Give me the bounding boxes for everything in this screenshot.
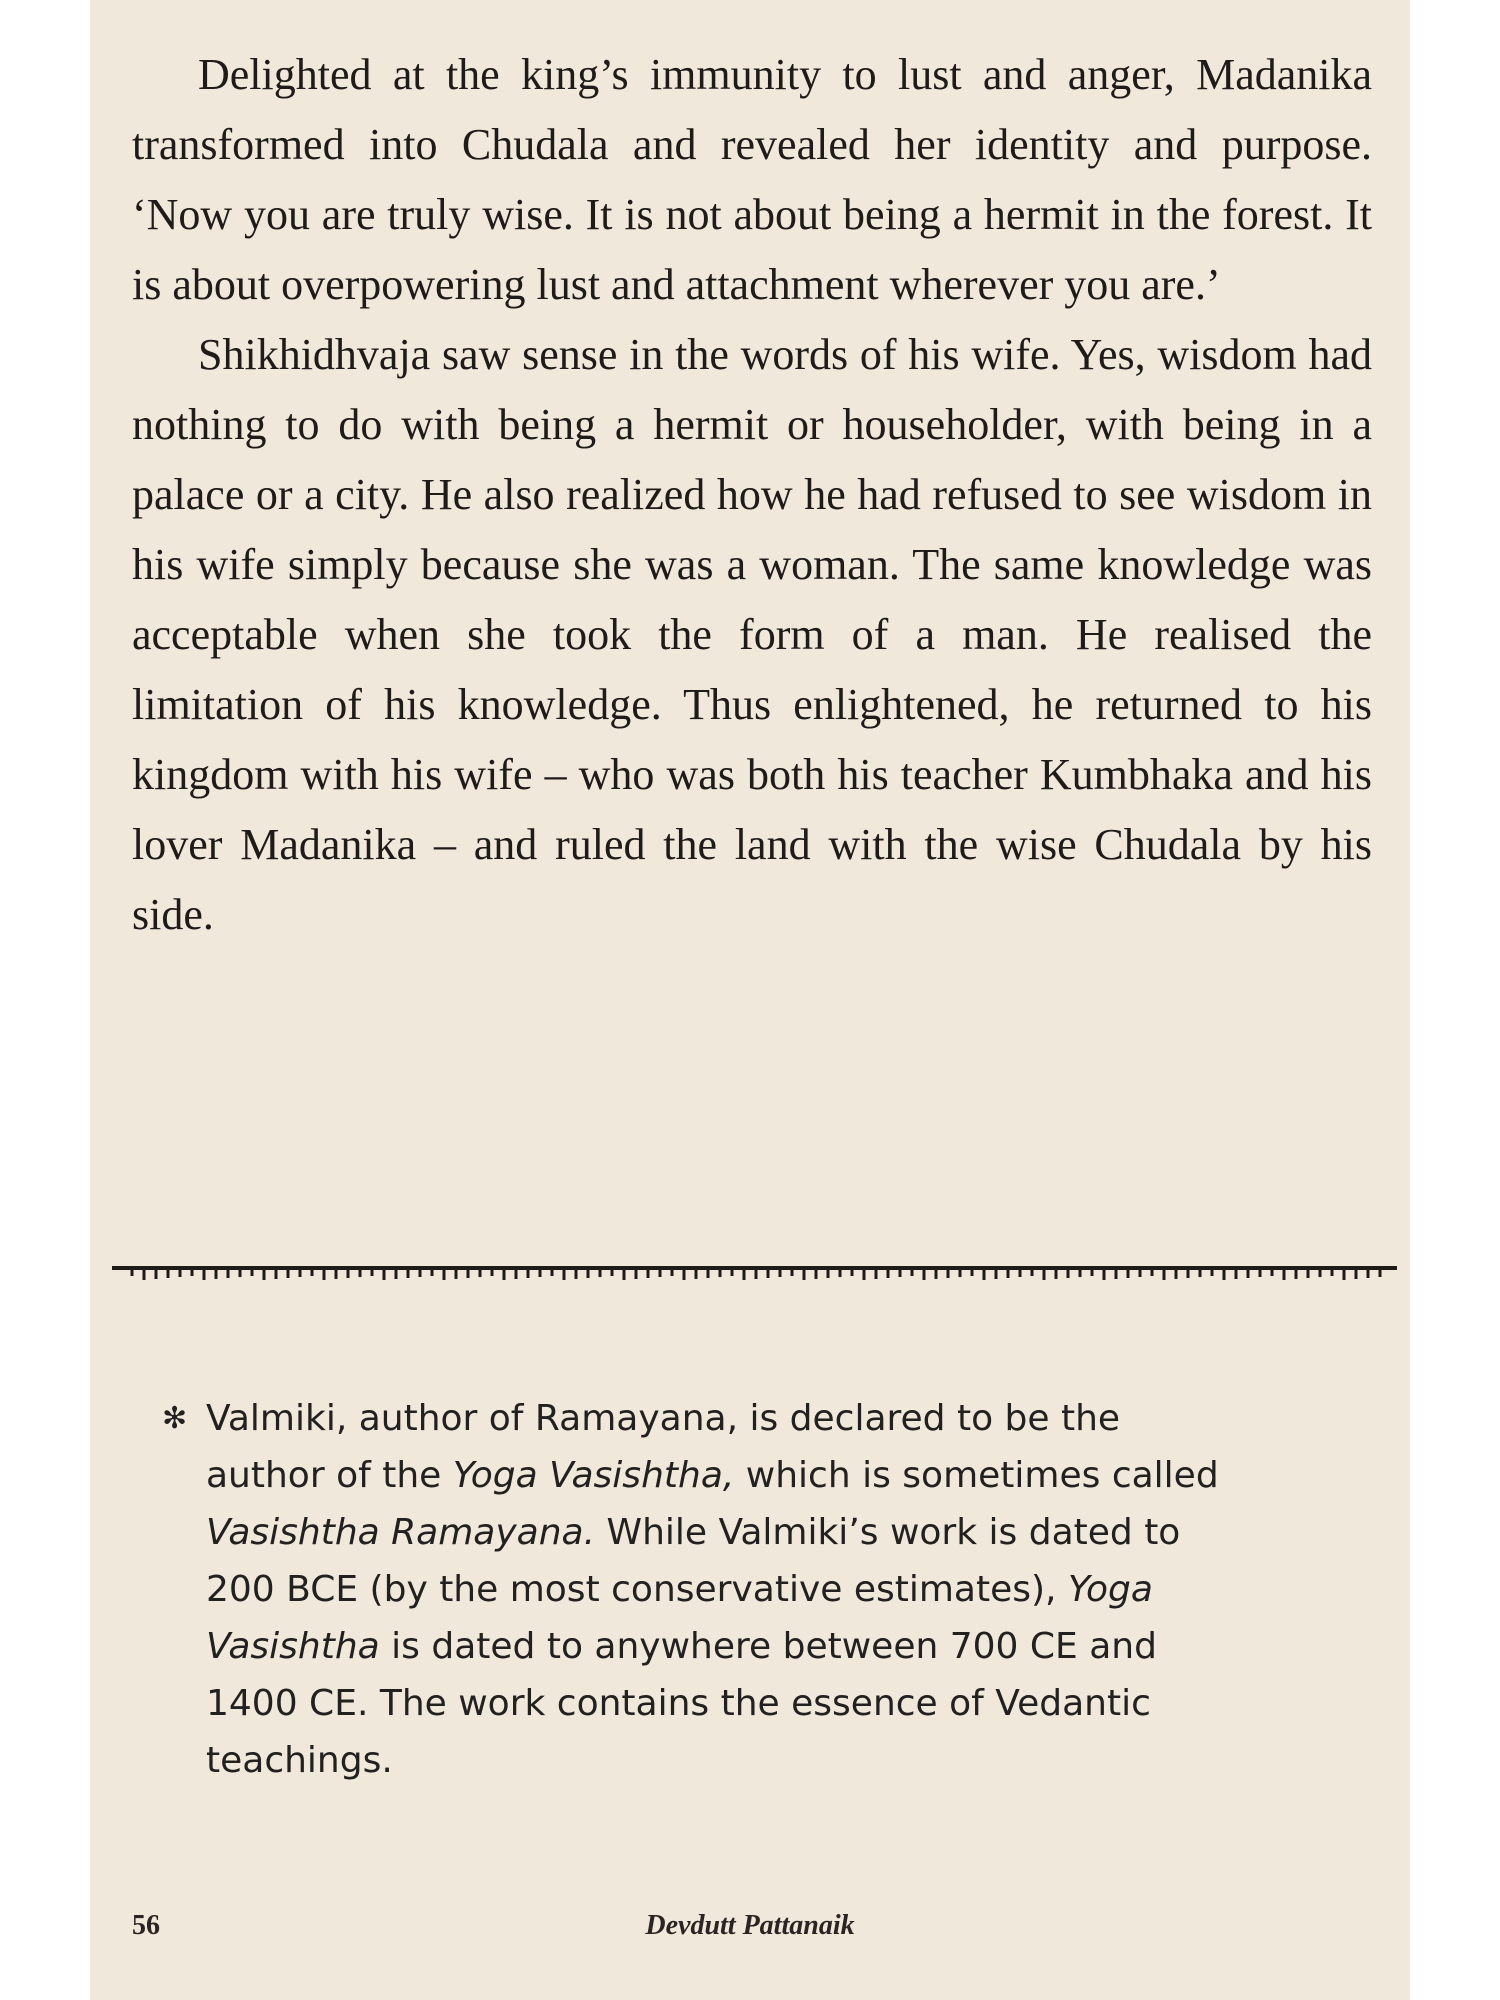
footnote-text: While Valmiki’s work is dated to	[595, 1512, 1181, 1553]
running-footer-author: Devdutt Pattanaik	[645, 1910, 855, 1941]
footnote-text: is dated to anywhere between 700 CE and	[379, 1626, 1157, 1667]
footnote-book-title: Yoga Vasishtha,	[452, 1455, 735, 1496]
footnote-book-title: Yoga	[1067, 1569, 1153, 1610]
footnote	[162, 1390, 1402, 1789]
footnote-book-title: Vasishtha	[206, 1626, 380, 1667]
footnote-book-title: Vasishtha Ramayana.	[206, 1512, 596, 1553]
asterisk-icon: ✻	[162, 1401, 188, 1436]
paragraph: Delighted at the king’s immunity to lust and anger, Madanika transformed into Chudala and revealed her identity and purpose. ‘Now you are truly wise. It is not about being a hermit in the forest. It is about overpowering lust and attachment wherever you are.’	[132, 50, 1372, 309]
footnote-text: which is sometimes called	[734, 1455, 1219, 1496]
footnote-text: Valmiki, author of Ramayana, is declared to be the	[206, 1398, 1121, 1439]
main-text	[132, 40, 1372, 950]
footnote-text: 1400 CE. The work contains the essence of Vedantic	[206, 1683, 1151, 1724]
page-number: 56	[132, 1910, 160, 1941]
decorative-divider	[112, 1262, 1397, 1290]
footnote-text: teachings.	[206, 1740, 393, 1781]
book-page	[90, 0, 1410, 2000]
footnote-text: 200 BCE (by the most conservative estimates),	[206, 1569, 1068, 1610]
footnote-text: author of the	[206, 1455, 453, 1496]
paragraph: Shikhidhvaja saw sense in the words of his wife. Yes, wisdom had nothing to do with being a hermit or householder, with being in a palace or a city. He also realized how he had refused to see wisdom in his wife simply because she was a woman. The same knowledge was acceptable when she took the form of a man. He realised the limitation of his knowledge. Thus enlightened, he returned to his kingdom with his wife – who was both his teacher Kumbhaka and his lover Madanika – and ruled the land with the wise Chudala by his side.	[132, 330, 1372, 939]
